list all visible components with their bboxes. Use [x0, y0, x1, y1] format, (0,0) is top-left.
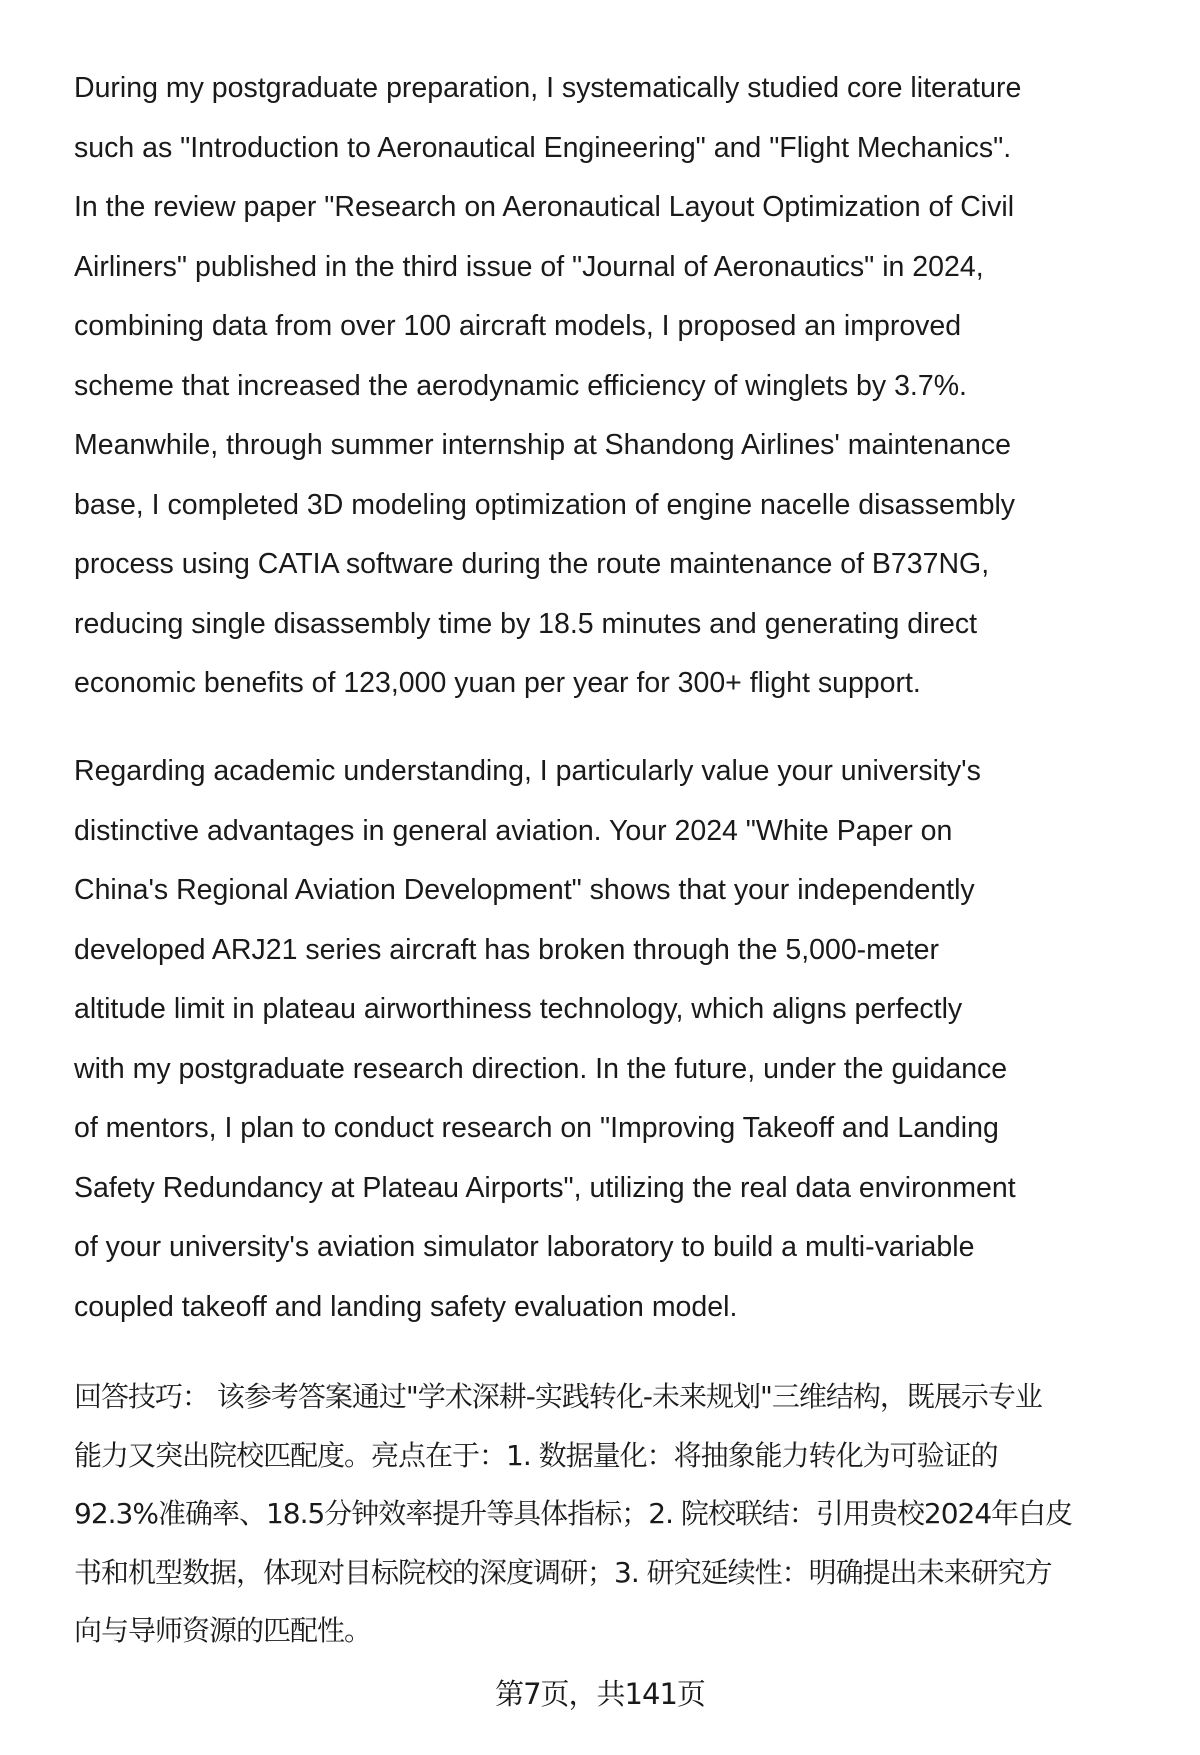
text-line: 能力又突出院校匹配度。亮点在于：1. 数据量化：将抽象能力转化为可验证的: [74, 1438, 998, 1472]
text-line: Airliners" published in the third issue of "Journal of Aeronautics" in 2024,: [74, 250, 984, 283]
text-line: combining data from over 100 aircraft models, I proposed an improved: [74, 310, 962, 342]
page-number: 第7页，共141页: [495, 1677, 705, 1711]
text-line: of mentors, I plan to conduct research on "Improving Takeoff and Landing: [74, 1112, 999, 1144]
text-line: process using CATIA software during the route maintenance of B737NG,: [74, 548, 990, 580]
text-line: reducing single disassembly time by 18.5 minutes and generating direct: [74, 607, 977, 640]
text-line: with my postgraduate research direction. In the future, under the guidance: [74, 1052, 1008, 1085]
text-line: developed ARJ21 series aircraft has broken through the 5,000-meter: [74, 933, 940, 966]
text-line: coupled takeoff and landing safety evaluation model.: [74, 1290, 738, 1323]
text-line: In the review paper "Research on Aeronautical Layout Optimization of Civil: [74, 191, 1015, 223]
text-line: scheme that increased the aerodynamic efficiency of winglets by 3.7%.: [74, 369, 967, 402]
text-line: 书和机型数据，体现对目标院校的深度调研；3. 研究延续性：明确提出未来研究方: [74, 1555, 1052, 1589]
text-line: Regarding academic understanding, I particularly value your university's: [74, 755, 981, 787]
text-line: 92.3%准确率、18.5分钟效率提升等具体指标；2. 院校联结：引用贵校2024年白皮: [74, 1497, 1073, 1530]
text-line: 回答技巧： 该参考答案通过"学术深耕-实践转化-未来规划"三维结构，既展示专业: [74, 1380, 1042, 1413]
paragraph-experience: [74, 59, 1164, 714]
text-line: such as "Introduction to Aeronautical Engineering" and "Flight Mechanics".: [74, 131, 1012, 164]
text-line: During my postgraduate preparation, I systematically studied core literature: [74, 72, 1022, 104]
text-line: altitude limit in plateau airworthiness technology, which aligns perfectly: [74, 993, 963, 1025]
text-line: Safety Redundancy at Plateau Airports", utilizing the real data environment: [74, 1171, 1016, 1204]
text-line: economic benefits of 123,000 yuan per year for 300+ flight support.: [74, 667, 921, 699]
text-line: of your university's aviation simulator laboratory to build a multi-variable: [74, 1231, 975, 1263]
paragraph-academic-understanding: [74, 742, 1164, 1337]
text-line: base, I completed 3D modeling optimization of engine nacelle disassembly: [74, 488, 1016, 521]
text-line: China's Regional Aviation Development" shows that your independently: [74, 874, 975, 906]
answer-tips: [74, 1368, 1164, 1661]
text-line: distinctive advantages in general aviation. Your 2024 "White Paper on: [74, 814, 953, 847]
text-line: Meanwhile, through summer internship at Shandong Airlines' maintenance: [74, 429, 1011, 461]
text-line: 向与导师资源的匹配性。: [74, 1614, 372, 1647]
